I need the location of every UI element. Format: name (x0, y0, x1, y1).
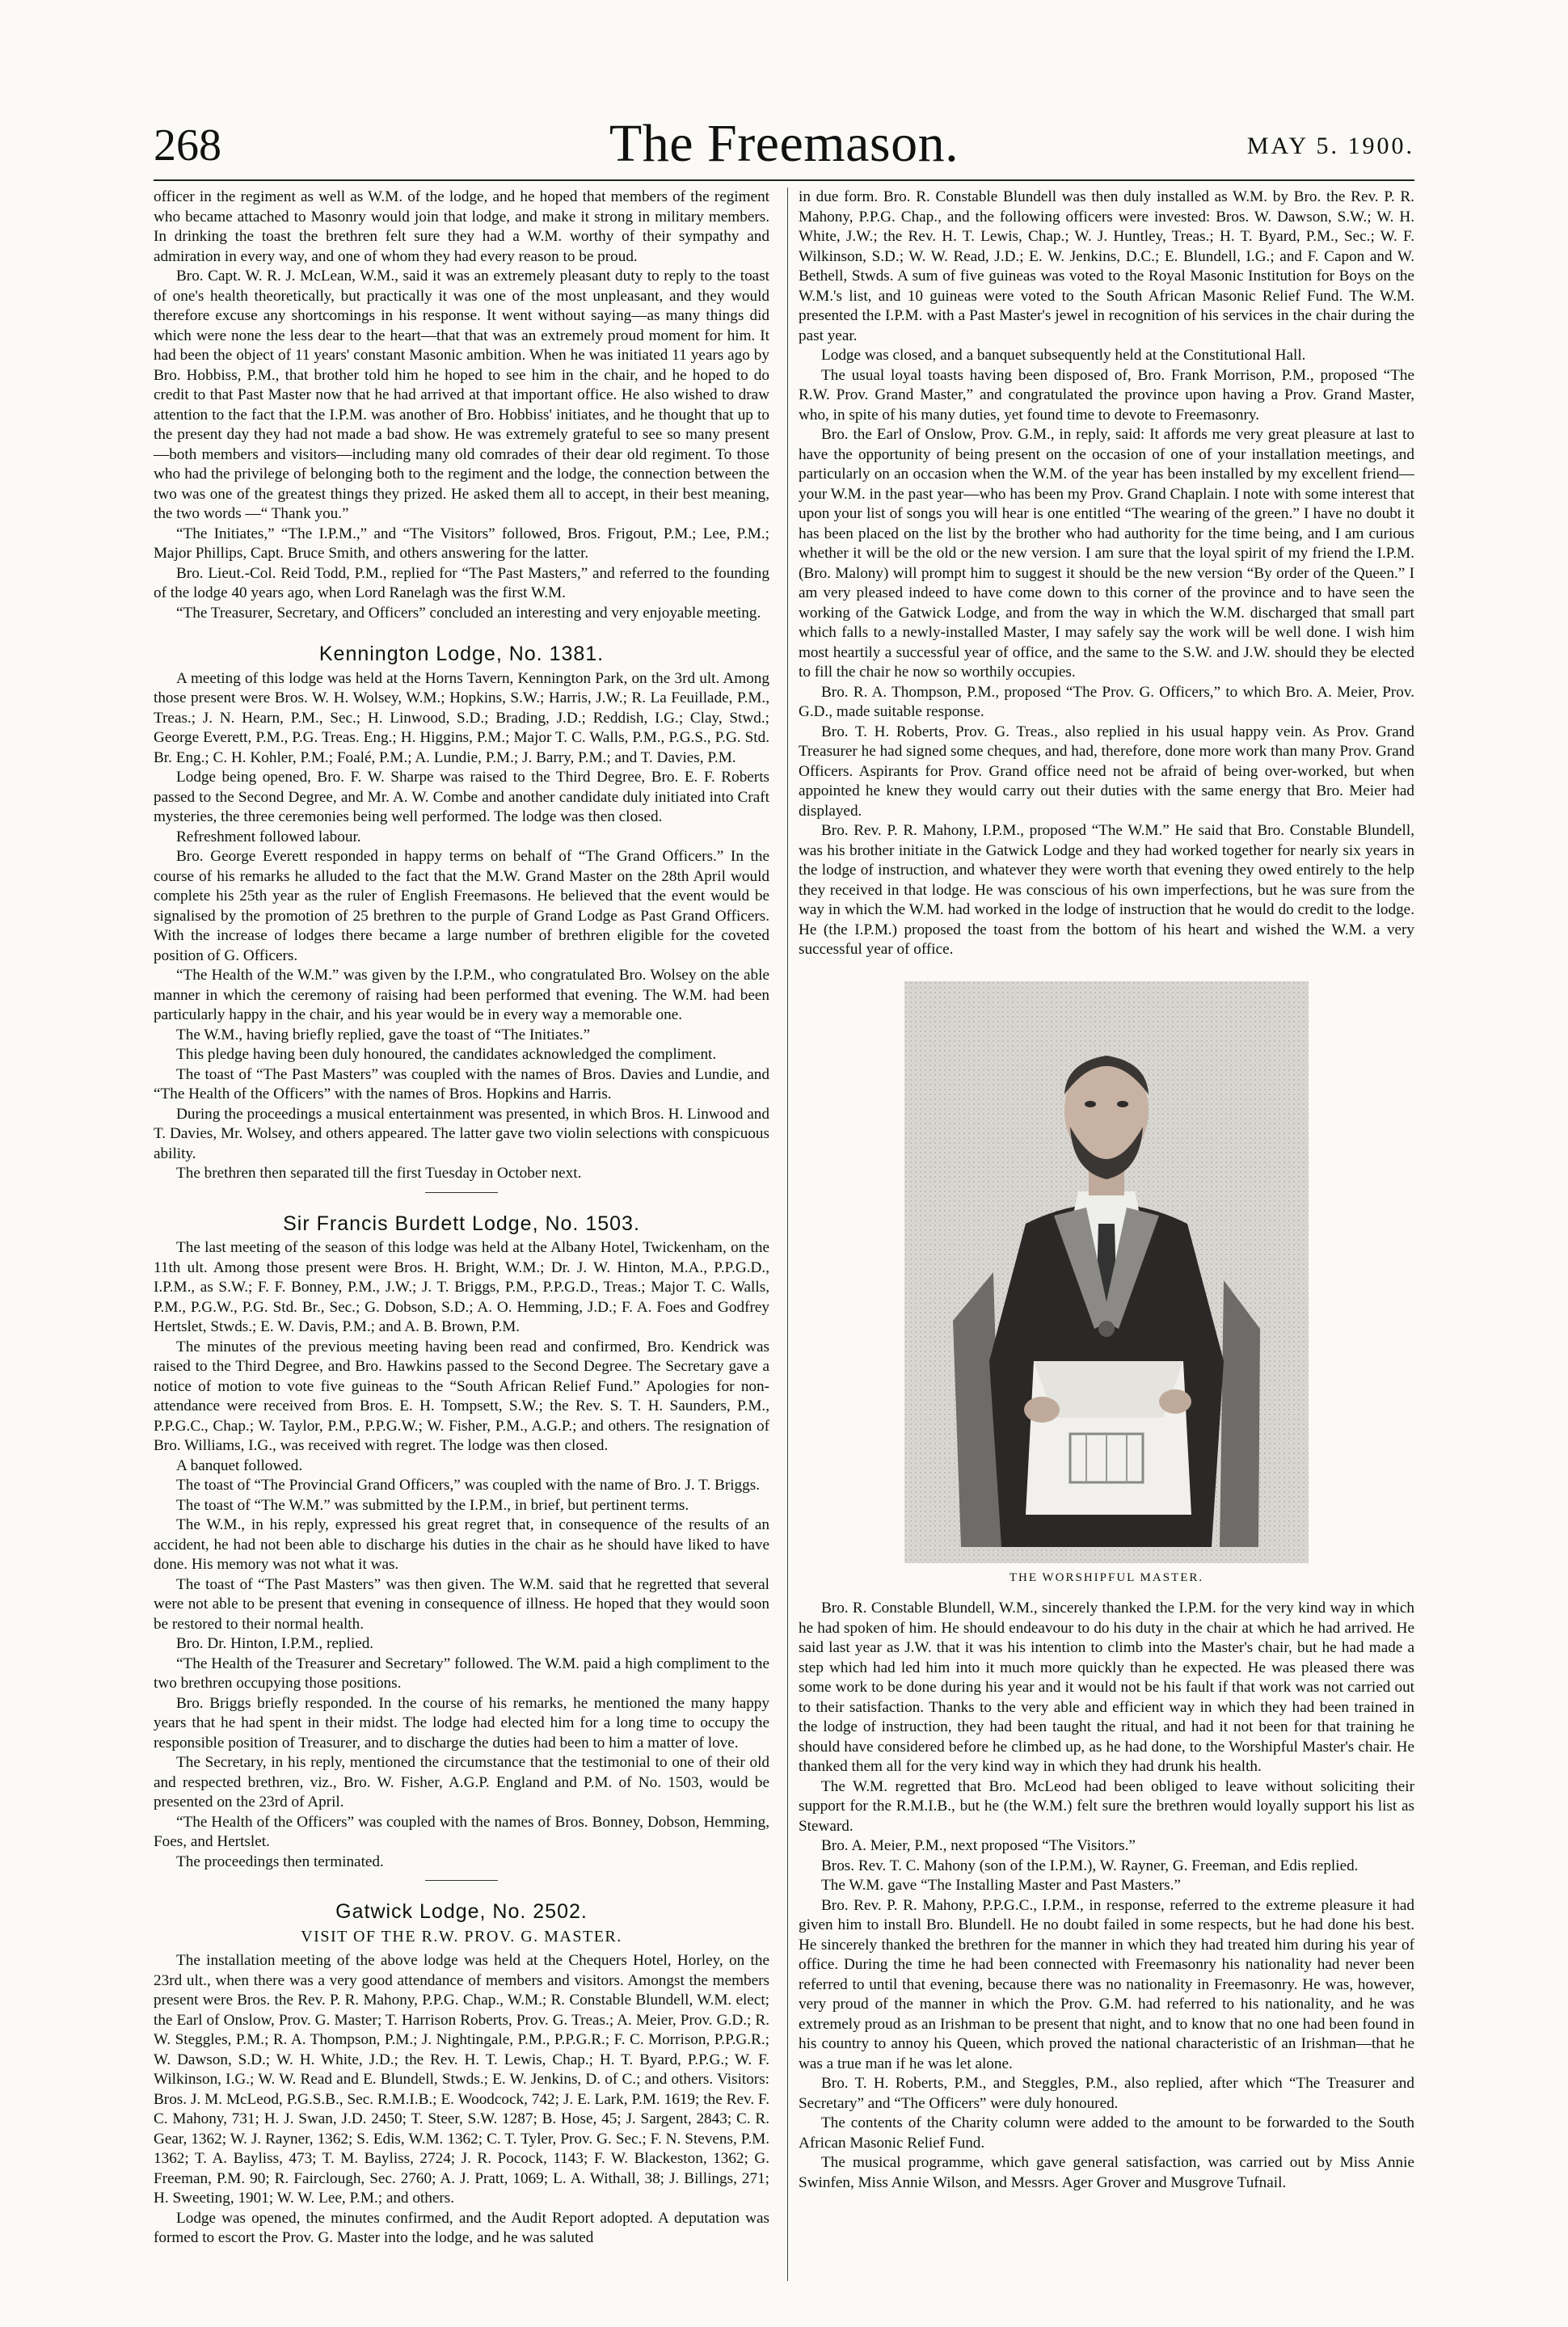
paragraph: Refreshment followed labour. (176, 828, 361, 845)
section-rule (425, 1192, 498, 1193)
paragraph: The toast of “The Past Masters” was then given. The W.M. said that he regretted that several were not able to be present that evening in consequence of illness. He hoped that they would soon be restored to their normal health. (154, 1575, 769, 1633)
paragraph: “The Initiates,” “The I.P.M.,” and “The Visitors” followed, Bros. Frigout, P.M.; Lee, P.M.; Major Phillips, Capt. Bruce Smith, and others answering for the latter. (154, 525, 769, 562)
gatwick-lodge-heading: Gatwick Lodge, No. 2502. (335, 1900, 588, 1923)
paragraph: Bro. R. A. Thompson, P.M., proposed “The Prov. G. Officers,” to which Bro. A. Meier, Prov. G.D., made suitable response. (799, 683, 1414, 720)
gatwick-lodge-report-continued (799, 188, 1414, 960)
paragraph: Bro. the Earl of Onslow, Prov. G.M., in reply, said: It affords me very great pleasure at last to have the opportunity of being present on the occasion of one of your installation meetings, and particularly on an occasion when the W.M. of the year has been installed by my excellent friend—your W.M. in the past year—who has been my Prov. Grand Chaplain. I note with some interest that upon your list of songs you will hear is one entitled “The wearing of the green.” I have no doubt it has been placed on the list by the brother who had authority for the time being, and I am curious whether it will be the old or the new version. I am sure that the loyal spirit of my friend the I.P.M. (Bro. Malony) will prompt him to suggest it should be the new version “By order of the Queen.” I am very pleased indeed to have come down to this corner of the province and to have seen the working of the Gatwick Lodge, and from the way in which the W.M. discharged that small part which falls to a newly-installed Master, I may safely say the work will be well done. I wish him most heartily a successful year of office, and the same to the S.W. and J.W. should they be elected to fill the chair he now so worthily occupies. (799, 426, 1414, 681)
paragraph: The musical programme, which gave general satisfaction, was carried out by Miss Annie Swinfen, Miss Annie Wilson, and Messrs. Ager Grover and Musgrove Tufnail. (799, 2154, 1414, 2191)
paragraph: “The Treasurer, Secretary, and Officers” concluded an interesting and very enjoyable meeting. (176, 604, 761, 622)
paragraph: The W.M., having briefly replied, gave the toast of “The Initiates.” (176, 1026, 591, 1043)
worshipful-master-portrait (904, 981, 1309, 1563)
paragraph: in due form. Bro. R. Constable Blundell was then duly installed as W.M. by Bro. the Rev. P. R. Mahony, P.P.G. Chap., and the following officers were invested: Bros. W. Dawson, S.W.; W. H. White, J.W.; the Rev. H. T. Lewis, Chap.; W. J. Huntley, Treas.; H. T. Byard, P.M., Sec.; W. F. Wilkinson, S.D.; W. W. Read, J.D.; E. W. Jenkins, D.C.; E. Blundell, I.G.; and F. Capon and W. Bethell, Stwds. A sum of five guineas was voted to the Royal Masonic Institution for Boys on the W.M.'s list, and 10 guineas were voted to the South African Masonic Relief Fund. The W.M. presented the I.P.M. with a Past Master's jewel in recognition of his services in the chair during the past year. (799, 188, 1414, 344)
paragraph: A banquet followed. (176, 1456, 303, 1474)
newspaper-title: The Freemason. (609, 114, 959, 173)
paragraph: “The Health of the Treasurer and Secretary” followed. The W.M. paid a high compliment to the two brethren occupying those positions. (154, 1655, 769, 1692)
paragraph: Bro. George Everett responded in happy terms on behalf of “The Grand Officers.” In the course of his remarks he alluded to the fact that the M.W. Grand Master on the 28th April would complete his 25th year as the ruler of English Freemasons. He believed that the event would be signalised by the promotion of 25 brethren to the purple of Grand Lodge as Past Grand Officers. With the increase of lodges there became a large number of brethren eligible for the coveted position of G. Officers. (154, 848, 769, 964)
paragraph: Bro. R. Constable Blundell, W.M., sincerely thanked the I.P.M. for the very kind way in which he had spoken of him. He should endeavour to do his duty in the chair at which he had arrived. He said last year as J.W. that it was his intention to climb into the Master's chair, but he had made a step which had led him into it much more quickly than he expected. He was pleased there was some work to be done during his year and it would not be his fault if that work was not carried out to their satisfaction. Thanks to the very able and efficient way in which they had been trained in the lodge of instruction, they had been taught the ritual, and had it not been for that training he should have considered before he climbed up, as he had done, to the Worshipful Master's chair. He thanked them all for the very kind way in which they had drunk his health. (799, 1600, 1414, 1775)
paragraph: The brethren then separated till the first Tuesday in October next. (176, 1165, 582, 1182)
kennington-lodge-heading: Kennington Lodge, No. 1381. (318, 643, 605, 665)
paragraph: Lodge was closed, and a banquet subsequently held at the Constitutional Hall. (821, 347, 1306, 364)
paragraph: The installation meeting of the above lodge was held at the Chequers Hotel, Horley, on the 23rd ult., when there was a very good attendance of members and visitors. Amongst the members present were Bros. the Rev. P. R. Mahony, P.P.G. Chap., W.M.; R. Constable Blundell, W.M. elect; the Earl of Onslow, Prov. G. Master; T. Harrison Roberts, Prov. G. Treas.; A. Meier, Prov. G.D.; R. W. Steggles, P.M.; R. A. Thompson, P.M.; J. Nightingale, P.M., P.P.G.R.; F. C. Morrison, P.P.G.R.; W. Dawson, S.D.; W. H. White, J.D.; the Rev. H. T. Lewis, Chap.; H. T. Byard, P.P.G.; W. F. Wilkinson, I.G.; W. W. Read and E. Blundell, Stwds.; E. W. Jenkins, D. of C.; and others. Visitors: Bros. J. M. McLeod, P.G.S.B., Sec. R.M.I.B.; E. Woodcock, 742; J. E. Lark, P.M. 1619; the Rev. F. C. Mahony, 731; H. J. Swan, J.D. 2450; T. Steer, S.W. 1287; B. Hose, 45; J. Sargent, 2843; C. R. Gear, 1362; W. J. Rayner, 1362; S. Edis, W.M. 1362; C. T. Tyler, Prov. G. Sec.; F. N. Stevens, P.M. 1362; T. A. Bayliss, 473; T. M. Bayliss, 2724; J. R. Pocock, 1143; F. W. Blackeston, 1362; G. Freeman, P.M. 90; R. Fairclough, Sec. 2760; A. J. Pratt, 1069; L. A. Withall, 38; J. Billings, 271; H. Sweeting, 1901; W. W. Lee, P.M.; and others. (154, 1952, 769, 2207)
paragraph: Bro. Dr. Hinton, I.P.M., replied. (176, 1635, 374, 1652)
paragraph: The contents of the Charity column were added to the amount to be forwarded to the South African Masonic Relief Fund. (799, 2114, 1414, 2152)
paragraph: The toast of “The W.M.” was submitted by the I.P.M., in brief, but pertinent terms. (176, 1496, 689, 1514)
burdett-lodge-heading: Sir Francis Burdett Lodge, No. 1503. (283, 1212, 640, 1235)
paragraph: This pledge having been duly honoured, the candidates acknowledged the compliment. (176, 1046, 717, 1063)
masthead (154, 113, 1414, 178)
paragraph: Bro. Rev. P. R. Mahony, P.P.G.C., I.P.M., in response, referred to the extreme pleasure it had given him to install Bro. Blundell. He no doubt failed in some respects, but he had done his best. He sincerely thanked the brethren for the manner in which they had treated him during his year of office. During the time he had been connected with Freemasonry his nationality had never been referred to until that evening, because there was no nationality in Freemasonry. He was, however, very proud of the manner in which the Prov. G.M. had referred to his nationality, and he was extremely proud as an Irishman to be present that night, and to know that no one had been found in his country to annoy his Queen, which proved the national characteristic of an Irishman—that he was a true man if he was let alone. (799, 1896, 1414, 2072)
paragraph: The last meeting of the season of this lodge was held at the Albany Hotel, Twickenham, on the 11th ult. Among those present were Bros. H. Bright, W.M.; Dr. J. W. Hinton, M.A., P.P.G.D., I.P.M., as S.W.; F. F. Bonney, P.M., J.W.; J. T. Briggs, P.M., P.P.G.D., Treas.; Major T. C. Walls, P.M., P.G.W., P.G. Std. Br., Sec.; G. Dobson, S.D.; A. O. Hemming, J.D.; F. A. Foes and Godfrey Hertslet, Stwds.; E. W. Davis, P.M.; and A. B. Brown, P.M. (154, 1239, 769, 1335)
masthead-rule (154, 179, 1414, 181)
paragraph: The toast of “The Past Masters” was coupled with the names of Bros. Davies and Lundie, and “The Health of the Officers” with the names of Bros. Hopkins and Harris. (154, 1065, 769, 1102)
paragraph: Bro. Capt. W. R. J. McLean, W.M., said it was an extremely pleasant duty to reply to the toast of one's health theoretically, but practically it was one of the most unpleasant, and they would therefore excuse any shortcomings in his response. It went without saying—as many things did which were none the less dear to the heart—that that was an extremely proud moment for him. It had been the object of 11 years' constant Masonic ambition. When he was initiated 11 years ago by Bro. Hobbiss, P.M., that brother told him he hoped to see him in the chair, and he hoped to do credit to that Past Master now that he had arrived at that important office. He also wished to draw attention to the fact that the I.P.M. was another of Bro. Hobbiss' initiates, and he thought that up to the present day they had not made a bad show. He was extremely grateful to see so many present—both members and visitors—including many old comrades of their dear old regiment. To those who had the privilege of belonging both to the regiment and the lodge, the connection between the two was one of the greatest things they prized. He asked them all to accept, in their best meaning, the two words —“ Thank you.” (154, 268, 769, 522)
kennington-lodge-report (154, 669, 769, 1184)
paragraph: “The Health of the W.M.” was given by the I.P.M., who congratulated Bro. Wolsey on the able manner in which the ceremony of raising had been performed that evening. The W.M. had been particularly happy in the chair, and his year would be in every way a memorable one. (154, 967, 769, 1023)
paragraph: The W.M., in his reply, expressed his great regret that, in consequence of the results of an accident, he had not been able to discharge his duties in the chair as he should have liked to have done. His memory was not what it was. (154, 1516, 769, 1573)
right-column (799, 188, 1414, 2193)
page-number: 268 (154, 120, 221, 171)
paragraph: Bro. Rev. P. R. Mahony, I.P.M., proposed “The W.M.” He said that Bro. Constable Blundell, was his brother initiate in the Gatwick Lodge and they had worked together for nearly six years in the lodge of instruction, and whatever they were worth that evening they owed entirely to the help they received in that lodge. He was conscious of his own imperfections, but he was sure from the way in which the W.M. had worked in the lodge of instruction that he would do credit to the lodge. He (the I.P.M.) proposed the toast from the bottom of his heart and wished the W.M. a very successful year of office. (799, 822, 1414, 958)
paragraph: The proceedings then terminated. (176, 1853, 384, 1870)
paragraph: During the proceedings a musical entertainment was presented, in which Bros. H. Linwood and T. Davies, Mr. Wolsey, and others appeared. The latter gave two violin selections with conspicuous ability. (154, 1105, 769, 1162)
paragraph: The W.M. gave “The Installing Master and Past Masters.” (821, 1877, 1181, 1894)
paragraph: officer in the regiment as well as W.M. of the lodge, and he hoped that members of the regiment who became attached to Masonry would join that lodge, and make it strong in military members. In drinking the toast the brethren felt sure they had a W.M. worthy of their sympathy and admiration in every way, and one of whom they had every reason to be proud. (154, 188, 769, 265)
paragraph: A meeting of this lodge was held at the Horns Tavern, Kennington Park, on the 3rd ult. Among those present were Bros. W. H. Wolsey, W.M.; Hopkins, S.W.; Harris, J.W.; R. La Feuillade, P.M., Treas.; J. N. Hearn, P.M., Sec.; H. Linwood, S.D.; Brading, J.D.; Reddish, I.G.; Clay, Stwd.; George Everett, P.M., P.G. Treas. Eng.; H. Higgins, P.M.; Major T. C. Walls, P.M., P.G.S., P.G. Std. Br. Eng.; C. H. Kohler, P.M.; Foalé, P.M.; A. Lundie, P.M.; J. Barry, P.M.; and T. Davies, P.M. (154, 669, 769, 766)
portrait-figure (904, 981, 1309, 1588)
paragraph: Lodge was opened, the minutes confirmed, and the Audit Report adopted. A deputation was formed to escort the Prov. G. Master into the lodge, and he was saluted (154, 2209, 769, 2246)
paragraph: The toast of “The Provincial Grand Officers,” was coupled with the name of Bro. J. T. Briggs. (176, 1477, 761, 1494)
paragraph: The Secretary, in his reply, mentioned the circumstance that the testimonial to one of their old and respected brethren, viz., Bro. W. Fisher, A.G.P. England and P.M. of No. 1503, would be presented on the 23rd of April. (154, 1754, 769, 1811)
paragraph: The minutes of the previous meeting having been read and confirmed, Bro. Kendrick was raised to the Third Degree, and Bro. Hawkins passed to the Second Degree. The Secretary gave a notice of motion to vote five guineas to the “South African Relief Fund.” Apologies for non-attendance were received from Bros. E. H. Tompsett, S.W.; the Rev. S. T. H. Saunders, P.M., P.P.G.C., Chap.; W. Taylor, P.M., P.P.G.W.; W. Fisher, P.M., A.G.P.; and others. The resignation of Bro. Williams, I.G., was received with regret. The lodge was then closed. (154, 1338, 769, 1454)
paragraph: The usual loyal toasts having been disposed of, Bro. Frank Morrison, P.M., proposed “The R.W. Prov. Grand Master,” and congratulated the province upon having a Prov. Grand Master, who, in spite of his many duties, yet found time to devote to Freemasonry. (799, 366, 1414, 424)
previous-report-conclusion (154, 188, 769, 623)
burdett-lodge-report (154, 1238, 769, 1872)
gatwick-lodge-report (154, 1951, 769, 2249)
gatwick-lodge-subheading: VISIT OF THE R.W. PROV. G. MASTER. (301, 1927, 622, 1945)
paragraph: Bro. Briggs briefly responded. In the course of his remarks, he mentioned the many happy years that he had spent in their midst. The lodge had elected him for a long time to occupy the responsible position of Treasurer, and to discharge the duties had been to him a matter of love. (154, 1694, 769, 1752)
paragraph: Bro. T. H. Roberts, P.M., and Steggles, P.M., also replied, after which “The Treasurer and Secretary” and “The Officers” were duly honoured. (799, 2075, 1414, 2112)
paragraph: “The Health of the Officers” was coupled with the names of Bros. Bonney, Dobson, Hemming, Foes, and Hertslet. (154, 1813, 769, 1850)
gatwick-lodge-report-conclusion (799, 1599, 1414, 2193)
paragraph: Bros. Rev. T. C. Mahony (son of the I.P.M.), W. Rayner, G. Freeman, and Edis replied. (821, 1857, 1359, 1874)
column-divider (787, 188, 788, 2281)
section-rule (425, 1880, 498, 1881)
paragraph: Bro. Lieut.-Col. Reid Todd, P.M., replied for “The Past Masters,” and referred to the founding of the lodge 40 years ago, when Lord Ranelagh was the first W.M. (154, 564, 769, 601)
paragraph: Bro. T. H. Roberts, Prov. G. Treas., also replied in his usual happy vein. As Prov. Grand Treasurer he had signed some cheques, and had, therefore, done more work than many Prov. Grand Officers. Aspirants for Prov. Grand office need not be afraid of being over-worked, but when appointed he knew they would carry out their duties with the same energy that Bro. Meier had displayed. (799, 723, 1414, 820)
paragraph: The W.M. regretted that Bro. McLeod had been obliged to leave without soliciting their support for the R.M.I.B., but he (the W.M.) felt sure the brethren would loyally support his list as Steward. (799, 1777, 1414, 1835)
left-column (154, 188, 769, 2249)
portrait-caption: THE WORSHIPFUL MASTER. (1009, 1570, 1204, 1584)
issue-date: MAY 5. 1900. (1246, 133, 1414, 159)
paragraph: Lodge being opened, Bro. F. W. Sharpe was raised to the Third Degree, Bro. E. F. Roberts passed to the Second Degree, and Mr. A. W. Combe and another candidate duly initiated into Craft mysteries, the three ceremonies being well performed. The lodge was then closed. (154, 769, 769, 825)
paragraph: Bro. A. Meier, P.M., next proposed “The Visitors.” (821, 1837, 1136, 1854)
